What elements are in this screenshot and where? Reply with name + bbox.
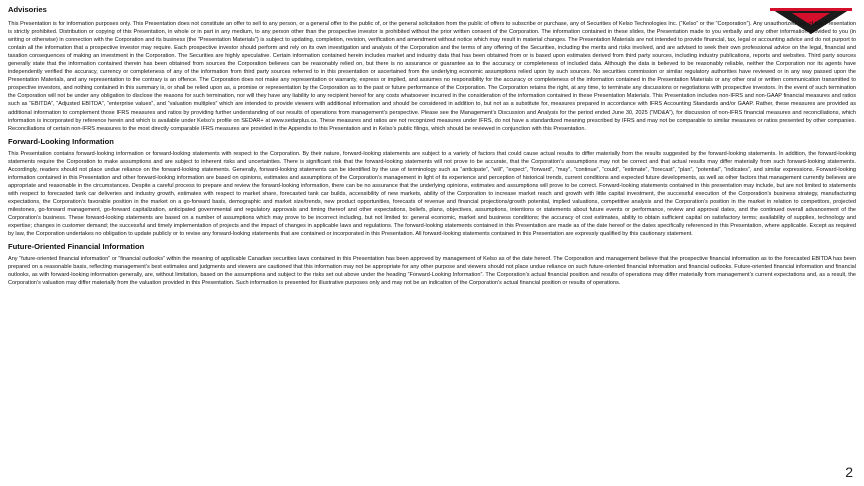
advisories-text: This Presentation is for information purposes only. This Presentation does not constitute an offer to sell to any person, or a general offer to the public of, or the general solicitation from the public of offers to subscribe or purchase, any of Securities of Kelso Technologies Inc. (“Kelso” or the “Corporation”). Any unauthorized use of this Presentation is strictly prohibited. Distribution or copying of this Presentation, in whole or in part in any medium, to any person other than the prospective investor is prohibited without the prior written consent of the Corporation. The information contained in these slides, the Presentation made to you verbally and any other information provided to you (in writing or otherwise) in connection with the Corporation and its business (the “Presentation Materials”) is subject to updating, completion, revision, verification and amendment without notice which may result in material changes. The Presentation Materials are not intended to provide financial, tax, legal or accounting advice and do not purport to contain all the information that a prospective investor may require. Each prospective investor should perform and rely on its own investigation and analysis of the Corporation and the terms of any offering of the Securities, including the merits and risks involved, and are advised to seek their own professional advice on the legal, financial and taxation consequences of making an investment in the Corporation. The Securities are highly speculative. Certain information contained herein includes market and industry data that has been obtained from or is based upon estimates derived from third party sources, including industry publications, reports and websites. Third party sources generally state that the information contained therein has been obtained from sources the Corporation believes can be reasonably relied on, but there is no assurance or guarantee as to the accuracy or completeness of included data. Although the data is believed to be reasonably reliable, neither the Corporation nor its agents have independently verified the accuracy, currency or completeness of any of the information from third party sources referred to in this presentation or ascertained from the underlying economic assumptions relied upon by such sources. No securities commission or similar regulatory authorities have reviewed or in any way passed upon the Presentation Materials, and any representation to the contrary is an offence. The Corporation does not make any representation or warranty, express or implied, and assumes no responsibility for the accuracy or completeness of the information contained in the Presentation Materials or any other oral or written communication transmitted to prospective investors, and nothing contained in this summary is, or shall be relied upon as, a promise or representation by the Corporation as to the past or future performance of the Corporation. The Corporation retains the right, at any time, to terminate any discussions or negotiations with prospective investors. In the event of such termination the Corporation will not be under any obligation to disclose the reasons for such termination, nor will they have any liability to any recipient hereof for any costs whatsoever incurred in the consideration of the information contained in these Presentation Materials. This Presentation includes non-IFRS and non-GAAP financial measures and ratios such as “EBITDA”, “Adjusted EBITDA”, “enterprise values”, and “valuation multiples” which are intended to provide viewers with additional information and should be considered in addition to, but not as a substitute for, measures prepared in accordance with IFRS Accounting Standards and/or GAAP. Rather, these measures are provided as additional information to complement those IFRS measures and ratios by providing further understanding of our results of operations from management’s perspective. Please see the Management’s Discussion and Analysis for the period ended June 30, 2025 (“MD&A”), for discussion of non-IFRS financial measures and reconciliations, which information is incorporated by reference herein and which is available under Kelso’s profile on SEDAR+ at www.sedarplus.ca. These measures and ratios are not recognized measures under IFRS, do not have a standardized meaning prescribed by IFRS and may not be comparable to similar measures or ratios presented by other companies. Reconciliations of certain non-IFRS measures to the most directly comparable IFRS measures are provided in the Appendix to this Presentation and in Kelso’s public filings, which should be reviewed in conjunction with this Presentation. (8, 21, 856, 132)
future-oriented-text: Any “future-oriented financial information” or “financial outlooks” within the meaning of applicable Canadian securities laws contained in this Presentation has been approved by management of Kelso as of the date hereof. The Corporation and management believe that the prospective financial information as to the forecasted EBITDA has been prepared on a reasonable basis, reflecting management’s best estimates and judgments and viewers are cautioned that this information may not be appropriate for any other purpose and viewers should not place undue reliance on such future-oriented financial information and financial outlooks. Future-oriented financial information and financial outlooks, as with forward-looking information generally, are, without limitation, based on the assumptions and subject to the risks set out above under the heading “Forward-Looking Information”. The Corporation’s actual financial position and results of operations may differ materially from management’s current expectations and, as a result, the Corporation’s valuation may differ materially from the valuation provided in this Presentation. Such information is presented for illustrative purposes only and may not be an indication of the Corporation’s actual financial position or results of operations. (8, 256, 856, 287)
future-oriented-heading: Future-Oriented Financial Information (8, 242, 145, 252)
advisory-content (8, 5, 856, 287)
advisories-heading: Advisories (8, 5, 47, 14)
forward-looking-heading: Forward-Looking Information (8, 136, 114, 146)
forward-looking-text: This Presentation contains forward-looking information or forward-looking statements with respect to the Corporation. By their nature, forward-looking statements are subject to a variety of factors that could cause actual results to differ materially from the results suggested by the forward-looking statements. In addition, the forward-looking statements require the Corporation to make assumptions and are subject to inherent risks and uncertainties. There is significant risk that the forward-looking statements will not prove to be accurate, that the Corporation’s assumptions may not be correct and that actual results may differ materially from such forward-looking statements. Accordingly, readers should not place undue reliance on the forward-looking statements. Generally, forward-looking statements can be identified by the use of terminology such as “anticipate”, “will”, “expect”, “forward”, “may”, “continue”, “could”, “estimate”, “forecast”, “plan”, “potential”, “indicates”, and similar expressions. Forward-looking information contained in this Presentation and other forward-looking information are based on opinions, estimates and assumptions of the Corporation’s management in light of its experience and perception of historical trends, current conditions and expected future developments, as well as other factors that management currently believes are appropriate and reasonable in the circumstances. Despite a careful process to prepare and review the forward-looking information, there can be no assurance that the underlying opinions, estimates and assumptions will prove to be correct. Forward-looking statements contained in this presentation may include, but are not limited to statements with respect to forecasted tank car deliveries and industry growth, estimates with respect to market share, forecasted tank car builds, accessibility of new markets, ability of the Corporation to increase market reach and growth with little capital investment, the successful execution of the Corporation’s business strategy, manufacturing expectations, the Corporation’s favorable position in the market on a go-forward basis, demographic and market size/trends, new product opportunities, forecasts of revenue and financial projections/growth potential, implied valuations, competitive analysis and the Corporation’s position in the market in relation to competitors, projected milestones, go-forward management, go-forward capitalization, anticipated governmental and regulatory approvals and timing thereof and other expectations, beliefs, plans, objectives, assumptions, intentions or statements about future events or performance, review and approval dates, and the continued overall advancement of the Corporation’s business. These forward-looking statements are based on a number of assumptions which may prove to be incorrect including, but not limited to: general economic, market and business conditions; the accuracy of cost estimates, ability to obtain sufficient capital on satisfactory terms; availability of supplies, technology and expertise; changes in customer demand; the successful and timely implementation of projects and the impact of changes in applicable laws and regulations. The forward-looking statements contained in this Presentation are made as of the date hereof or the dates specifically referenced in this Presentation, where applicable. Except as required by law, the Corporation undertakes no obligation to update publicly or to revise any forward-looking statements that are contained or incorporated in this Presentation. All forward-looking statements contained in this Presentation are expressly qualified by this cautionary statement. (8, 150, 856, 238)
page-number: 2 (845, 464, 853, 480)
